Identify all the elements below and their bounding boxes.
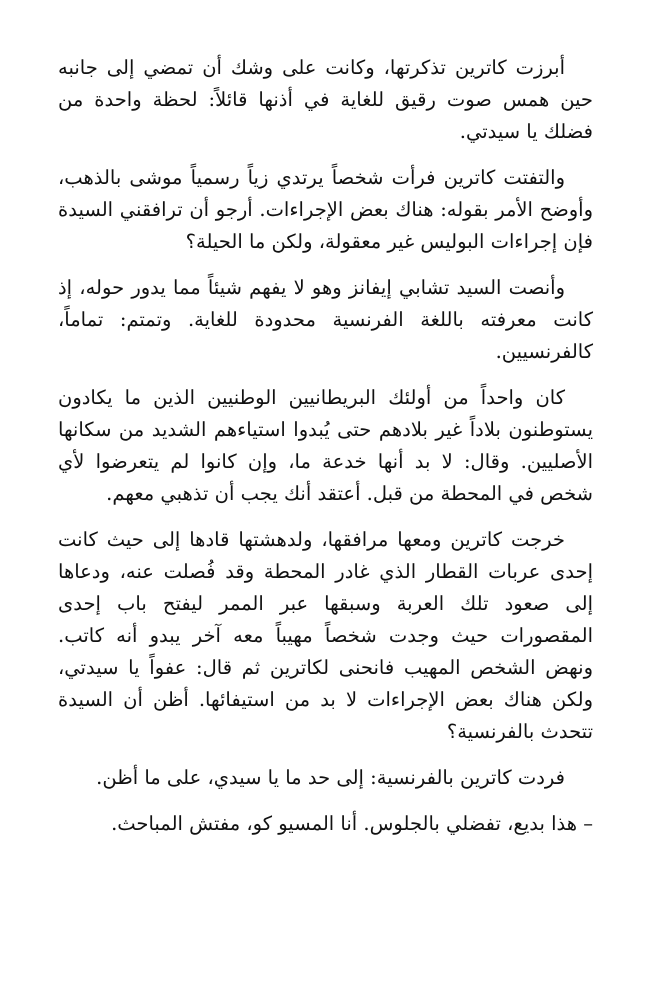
paragraph-ticket: أبرزت كاترين تذكرتها، وكانت على وشك أن تمضي إلى جانبه حين همس صوت رقيق للغاية في أذنها قائلاً: لحظة واحدة من فضلك يا سيدتي.	[58, 56, 593, 143]
paragraph-train-carriage: خرجت كاترين ومعها مرافقها، ولدهشتها قادها إلى حيث كانت إحدى عربات القطار الذي غادر المحطة وقد فُصلت عنه، ودعاها إلى صعود تلك العربة وسبقها عبر الممر ليفتح باب إحدى المقصورات حيث وجدت شخصاً مهيباً معه آخر يبدو أنه كاتب. ونهض الشخص المهيب فانحنى لكاترين ثم قال: عفواً يا سيدتي، ولكن هناك بعض الإجراءات لا بد من استيفائها. أظن أن السيدة تتحدث بالفرنسية؟	[58, 528, 593, 743]
paragraph-catherine-reply: فردت كاترين بالفرنسية: إلى حد ما يا سيدي، على ما أظن.	[96, 766, 565, 789]
paragraph-british-patriot: كان واحداً من أولئك البريطانيين الوطنيين الذين ما يكادون يستوطنون بلاداً غير بلادهم حتى يُبدوا استياءهم الشديد من سكانها الأصليين. وقال: لا بد أنها خدعة ما، وإن كانوا لم يتعرضوا لأي شخص في المحطة من قبل. أعتقد أنك يجب أن تذهبي معهم.	[58, 386, 593, 505]
paragraph-mr-evans: وأنصت السيد تشابي إيفانز وهو لا يفهم شيئاً مما يدور حوله، إذ كانت معرفته باللغة الفرنسية محدودة للغاية. وتمتم: تماماً، كالفرنسيين.	[58, 276, 593, 363]
paragraph-inspector-caux: – هذا بديع، تفضلي بالجلوس. أنا المسيو كو، مفتش المباحث.	[111, 812, 593, 835]
paragraph-uniformed-man: والتفتت كاترين فرأت شخصاً يرتدي زياً رسمياً موشى بالذهب، وأوضح الأمر بقوله: هناك بعض الإجراءات. أرجو أن ترافقني السيدة فإن إجراءات البوليس غير معقولة، ولكن ما الحيلة؟	[58, 166, 593, 253]
